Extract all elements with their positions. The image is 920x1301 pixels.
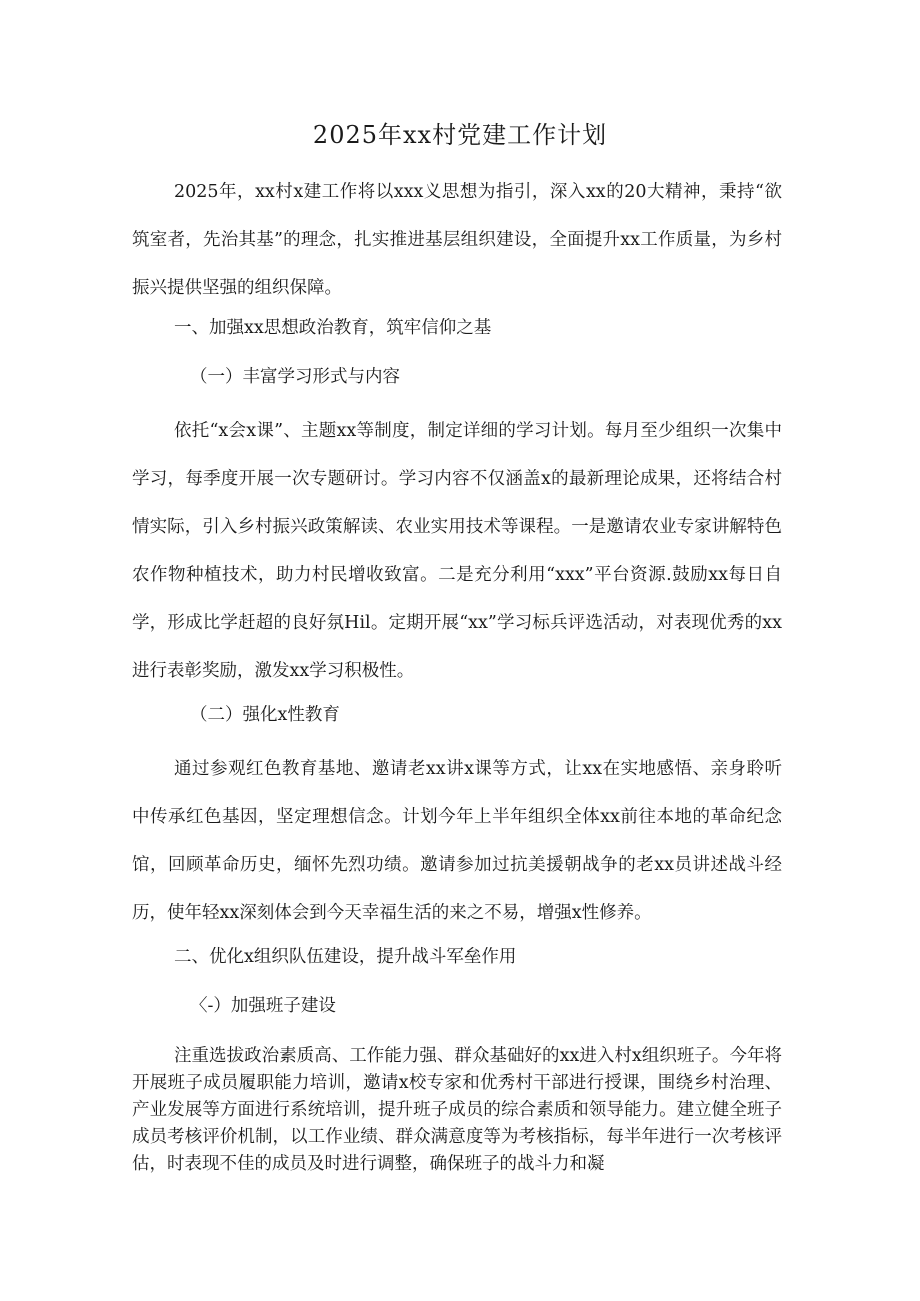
section-1-2-heading: （二）强化x性教育 xyxy=(190,705,340,725)
section-1-2-body: 通过参观红色教育基地、邀请老xx讲x课等方式，让xx在实地感悟、亲身聆听中传承红色基因，坚定理想信念。计划今年上半年组织全体xx前往本地的革命纪念馆，回顾革命历史，缅怀先烈功绩。邀请参加过抗美援朝战争的老xx员讲述战斗经历，使年轻xx深刻体会到今天幸福生活的来之不易，增强x性修养。 xyxy=(132,759,782,923)
section-1-1-heading: （一）丰富学习形式与内容 xyxy=(190,367,400,387)
section-1-heading: 一、加强xx思想政治教育，筑牢信仰之基 xyxy=(174,318,492,338)
document-title: 2025年xx村党建工作计划 xyxy=(312,121,608,149)
intro-paragraph: 2025年，xx村x建工作将以xxx义思想为指引，深入xx的20大精神，秉持“欲筑室者，先治其基”的理念，扎实推进基层组织建设，全面提升xx工作质量，为乡村振兴提供坚强的组织保障。 xyxy=(132,182,782,298)
section-2-1-body: 注重选拔政治素质高、工作能力强、群众基础好的xx进入村x组织班子。今年将开展班子成员履职能力培训，邀请x校专家和优秀村干部进行授课，围绕乡村治理、产业发展等方面进行系统培训，提升班子成员的综合素质和领导能力。建立健全班子成员考核评价机制，以工作业绩、群众满意度等为考核指标，每半年进行一次考核评估，时表现不佳的成员及时进行调整，确保班子的战斗力和凝 xyxy=(132,1046,782,1174)
section-1-1-body: 依托“x会x课”、主题xx等制度，制定详细的学习计划。每月至少组织一次集中学习，每季度开展一次专题研讨。学习内容不仅涵盖x的最新理论成果，还将结合村情实际，引入乡村振兴政策解读、农业实用技术等课程。一是邀请农业专家讲解特色农作物种植技术，助力村民增收致富。二是充分利用“xxx”平台资源.鼓励xx每日自学，形成比学赶超的良好氛Hil。定期开展“xx”学习标兵评选活动，对表现优秀的xx进行表彰奖励，激发xx学习积极性。 xyxy=(132,421,782,681)
section-2-1-heading: 〈-）加强班子建设 xyxy=(190,996,336,1016)
section-2-heading: 二、优化x组织队伍建设，提升战斗军垒作用 xyxy=(174,947,517,967)
